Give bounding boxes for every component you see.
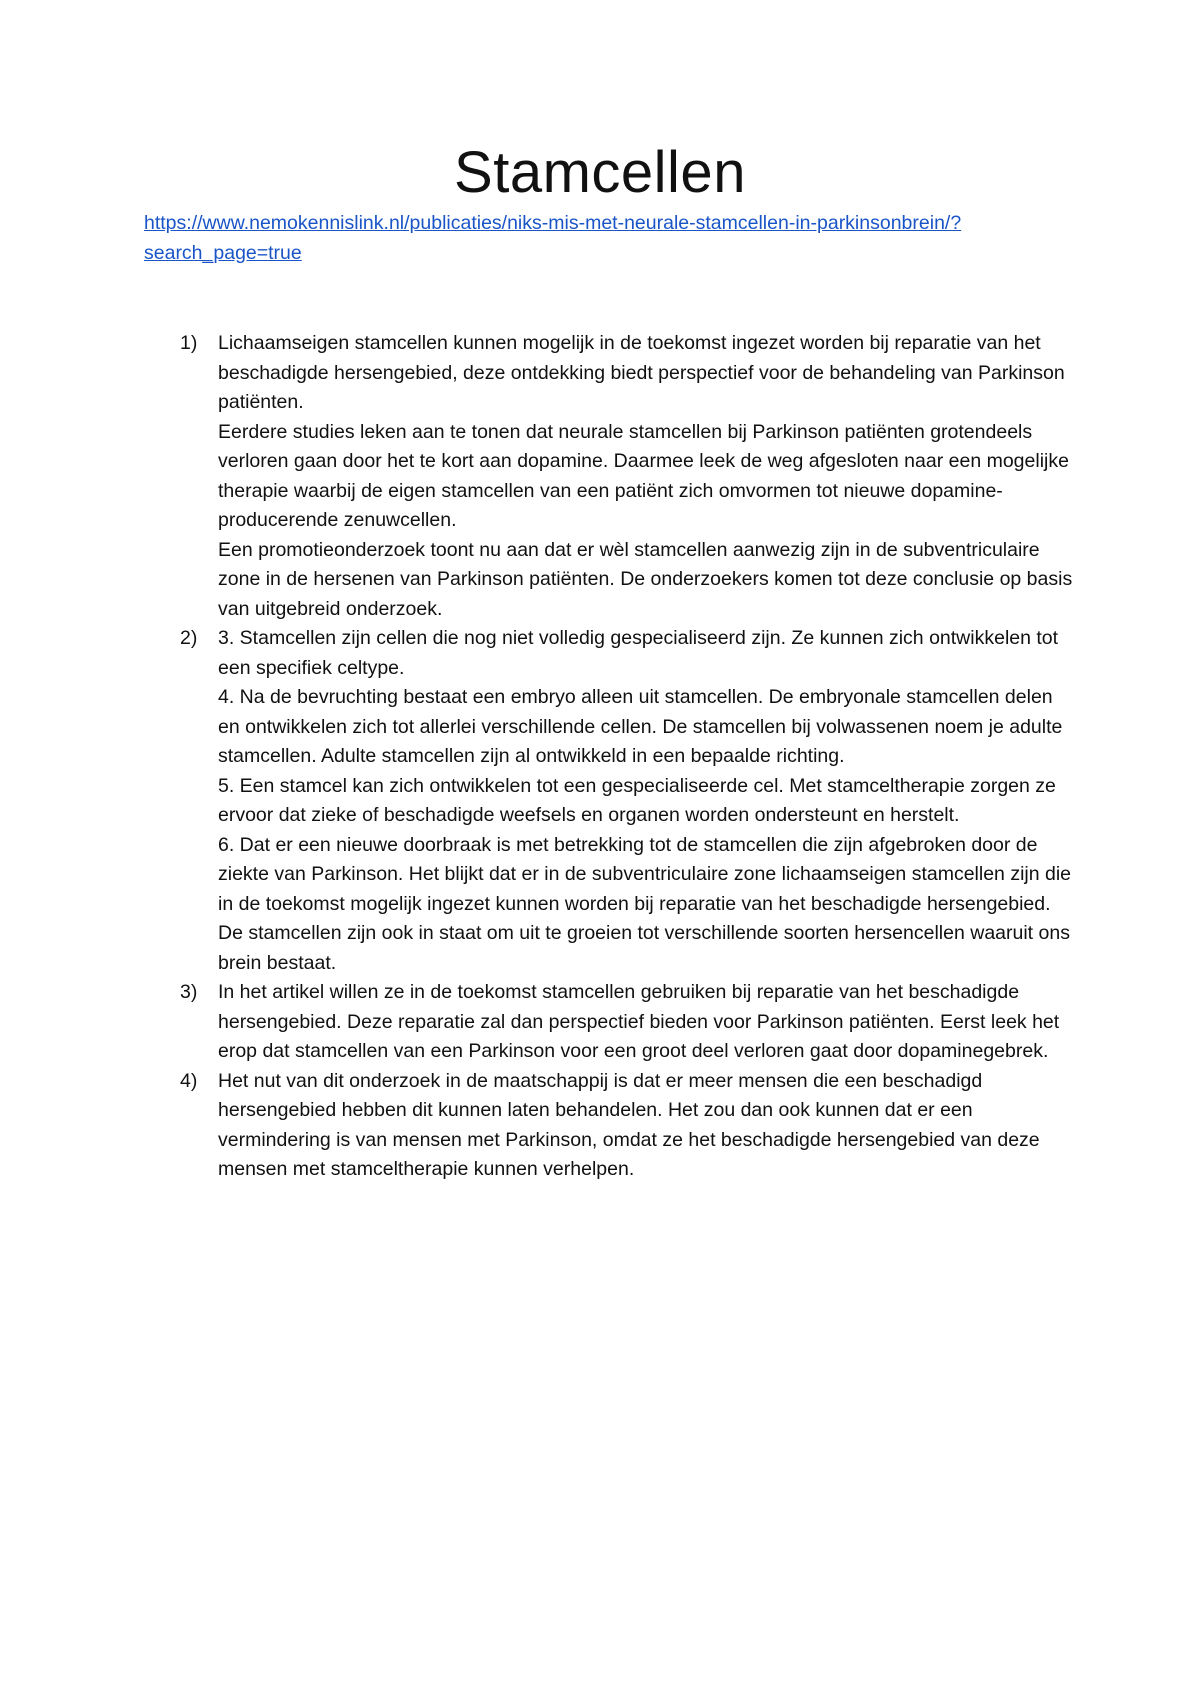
source-link-line-2: search_page=true <box>144 241 302 264</box>
list-item-paragraph: 6. Dat er een nieuwe doorbraak is met betrekking tot de stamcellen die zijn afgebroken door de ziekte van Parkinson. Het blijkt dat er in de subventriculaire zone lichaamseigen stamcellen zijn die in de toekomst mogelijk ingezet kunnen worden bij reparatie van het beschadigde hersengebied. De stamcellen zijn ook in staat om uit te groeien tot verschillende soorten hersencellen waaruit ons brein bestaat. <box>218 833 1072 974</box>
source-link-line-1: https://www.nemokennislink.nl/publicaties/niks-mis-met-neurale-stamcellen-in-parkinsonbrein/? <box>144 212 962 234</box>
list-item-number: 3) <box>180 981 198 1003</box>
document-title: Stamcellen <box>454 140 746 205</box>
list-item-paragraph: Eerdere studies leken aan te tonen dat neurale stamcellen bij Parkinson patiënten grotendeels verloren gaan door het te kort aan dopamine. Daarmee leek de weg afgesloten naar een mogelijke therapie waarbij de eigen stamcellen van een patiënt zich omvormen tot nieuwe dopamine-producerende zenuwcellen. <box>218 420 1069 531</box>
list-item-number: 1) <box>180 332 198 354</box>
answer-list <box>144 329 1074 1185</box>
list-item-1 <box>144 329 1074 624</box>
list-item-paragraph: 5. Een stamcel kan zich ontwikkelen tot een gespecialiseerde cel. Met stamceltherapie zorgen ze ervoor dat zieke of beschadigde weefsels en organen worden ondersteunt en herstelt. <box>218 774 1056 826</box>
list-item-paragraph: 3. Stamcellen zijn cellen die nog niet volledig gespecialiseerd zijn. Ze kunnen zich ontwikkelen tot een specifiek celtype. <box>218 627 1059 679</box>
list-item-2 <box>144 624 1074 978</box>
list-item-3 <box>144 978 1074 1067</box>
list-item-paragraph: 4. Na de bevruchting bestaat een embryo alleen uit stamcellen. De embryonale stamcellen delen en ontwikkelen zich tot allerlei verschillende cellen. De stamcellen bij volwassenen noem je adulte stamcellen. Adulte stamcellen zijn al ontwikkeld in een bepaalde richting. <box>218 686 1063 767</box>
list-item-paragraph: Een promotieonderzoek toont nu aan dat er wèl stamcellen aanwezig zijn in de subventriculaire zone in de hersenen van Parkinson patiënten. De onderzoekers komen tot deze conclusie op basis van uitgebreid onderzoek. <box>218 538 1073 620</box>
list-item-paragraph: Het nut van dit onderzoek in de maatschappij is dat er meer mensen die een beschadigd hersengebied hebben dit kunnen laten behandelen. Het zou dan ook kunnen dat er een vermindering is van mensen met Parkinson, omdat ze het beschadigde hersengebied van deze mensen met stamceltherapie kunnen verhelpen. <box>218 1069 1040 1180</box>
list-item-paragraph: Lichaamseigen stamcellen kunnen mogelijk in de toekomst ingezet worden bij reparatie van het beschadigde hersengebied, deze ontdekking biedt perspectief voor de behandeling van Parkinson patiënten. <box>218 332 1065 413</box>
source-link[interactable] <box>144 209 1044 268</box>
list-item-paragraph: In het artikel willen ze in de toekomst stamcellen gebruiken bij reparatie van het beschadigde hersengebied. Deze reparatie zal dan perspectief bieden voor Parkinson patiënten. Eerst leek het erop dat stamcellen van een Parkinson voor een groot deel verloren gaat door dopaminegebrek. <box>218 981 1060 1062</box>
list-item-number: 2) <box>180 627 198 649</box>
list-item-4 <box>144 1067 1074 1185</box>
list-item-number: 4) <box>180 1069 198 1092</box>
